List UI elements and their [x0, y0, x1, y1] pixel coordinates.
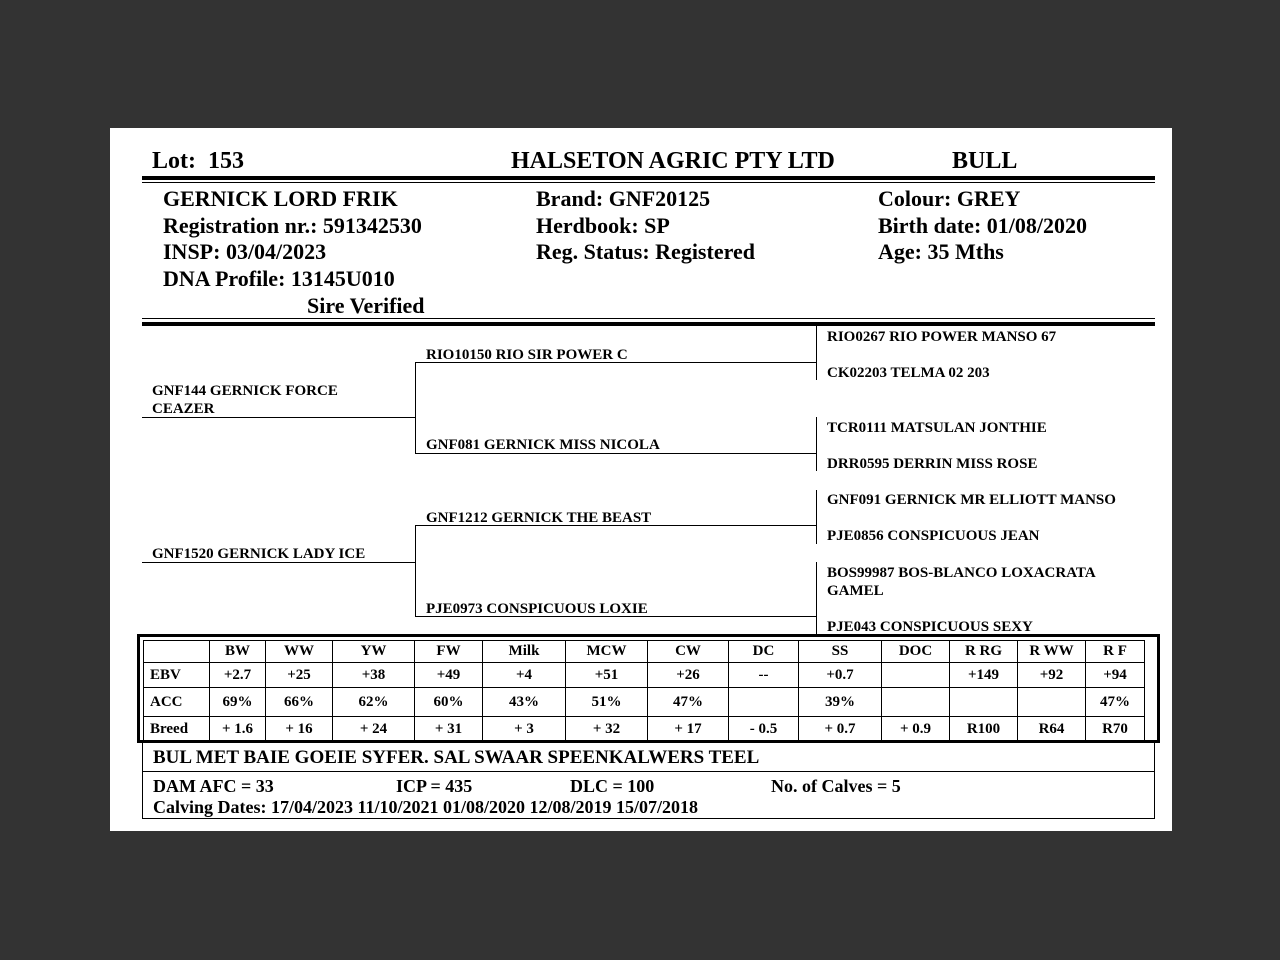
ebv-cell: +149: [950, 663, 1018, 688]
dna-profile: DNA Profile: 13145U010: [163, 266, 395, 291]
acc-cell: 62%: [333, 688, 415, 717]
dam-afc: DAM AFC = 33: [153, 776, 274, 796]
ebv-header-cell: Milk: [483, 641, 566, 663]
breed-cell: + 3: [483, 717, 566, 742]
breed-row: [144, 717, 1145, 742]
sire-sire-name: RIO10150 RIO SIR POWER C: [426, 347, 628, 363]
ebv-table-frame: [137, 634, 1160, 743]
inspection-date: INSP: 03/04/2023: [163, 239, 327, 264]
animal-name: GERNICK LORD FRIK: [163, 186, 398, 211]
dam-dam-name: PJE0973 CONSPICUOUS LOXIE: [426, 601, 648, 617]
acc-cell: [882, 688, 950, 717]
ebv-cell: +49: [415, 663, 483, 688]
birth-date: Birth date: 01/08/2020: [878, 213, 1087, 238]
ggp-name: TCR0111 MATSULAN JONTHIE: [827, 420, 1047, 436]
ebv-header-cell: [144, 641, 210, 663]
breed-cell: + 32: [566, 717, 648, 742]
ggp-bracket-2: [816, 417, 817, 471]
ggp-name: DRR0595 DERRIN MISS ROSE: [827, 456, 1038, 472]
ebv-cell: +38: [333, 663, 415, 688]
breed-cell: + 1.6: [210, 717, 266, 742]
ggp-bracket-4: [816, 562, 817, 634]
comment-text: BUL MET BAIE GOEIE SYFER. SAL SWAAR SPEENKALWERS TEEL: [153, 747, 760, 768]
ebv-header-cell: YW: [333, 641, 415, 663]
ebv-cell: --: [729, 663, 799, 688]
acc-row-label: ACC: [144, 688, 210, 717]
breed-cell: - 0.5: [729, 717, 799, 742]
lot-number: 153: [208, 148, 244, 174]
ebv-cell: +26: [648, 663, 729, 688]
acc-cell: 43%: [483, 688, 566, 717]
ebv-cell: +92: [1018, 663, 1086, 688]
ggp-bracket-3: [816, 490, 817, 544]
acc-cell: 69%: [210, 688, 266, 717]
acc-cell: [729, 688, 799, 717]
pedigree-divider: [142, 322, 1155, 326]
brand: Brand: GNF20125: [536, 186, 711, 211]
sire-name: GNF144 GERNICK FORCE CEAZER: [152, 383, 338, 417]
ggp-name: BOS99987 BOS-BLANCO LOXACRATA GAMEL: [827, 565, 1095, 599]
ggp-name: RIO0267 RIO POWER MANSO 67: [827, 329, 1057, 345]
acc-cell: [1018, 688, 1086, 717]
ebv-header-cell: FW: [415, 641, 483, 663]
registration-number: Registration nr.: 591342530: [163, 213, 422, 238]
dam-bracket: [415, 525, 416, 617]
lot-card: [110, 128, 1172, 831]
acc-cell: [950, 688, 1018, 717]
ggp-bracket-1: [816, 326, 817, 380]
ebv-cell: +94: [1086, 663, 1145, 688]
ebv-header-row: [144, 641, 1145, 663]
sex-label: BULL: [952, 148, 1018, 174]
ebv-cell: [882, 663, 950, 688]
pedigree-divider-thin: [142, 318, 1155, 319]
breed-cell: R70: [1086, 717, 1145, 742]
ebv-header-cell: WW: [266, 641, 333, 663]
header-divider-thin: [142, 182, 1155, 183]
ebv-row-label: EBV: [144, 663, 210, 688]
ebv-table: [143, 640, 1145, 742]
breed-cell: + 16: [266, 717, 333, 742]
ebv-cell: +51: [566, 663, 648, 688]
ebv-header-cell: R F: [1086, 641, 1145, 663]
lot-label: Lot: 153: [152, 148, 244, 174]
sire-verified: Sire Verified: [307, 293, 425, 318]
registration-status: Reg. Status: Registered: [536, 239, 755, 264]
breed-cell: R100: [950, 717, 1018, 742]
ebv-header-cell: CW: [648, 641, 729, 663]
breed-cell: + 17: [648, 717, 729, 742]
dam-sire-name: GNF1212 GERNICK THE BEAST: [426, 510, 652, 526]
acc-row: [144, 688, 1145, 717]
ebv-cell: +0.7: [799, 663, 882, 688]
ggp-name: GNF091 GERNICK MR ELLIOTT MANSO: [827, 492, 1116, 508]
ebv-header-cell: R RG: [950, 641, 1018, 663]
ebv-header-cell: DC: [729, 641, 799, 663]
icp: ICP = 435: [396, 776, 473, 796]
number-of-calves: No. of Calves = 5: [771, 776, 901, 796]
ggp-name: CK02203 TELMA 02 203: [827, 365, 990, 381]
ebv-row: [144, 663, 1145, 688]
breed-cell: R64: [1018, 717, 1086, 742]
sire-bracket: [415, 362, 416, 454]
colour: Colour: GREY: [878, 186, 1021, 211]
ebv-cell: +4: [483, 663, 566, 688]
herdbook: Herdbook: SP: [536, 213, 670, 238]
breed-cell: + 31: [415, 717, 483, 742]
ebv-header-cell: BW: [210, 641, 266, 663]
header-divider: [142, 176, 1155, 180]
ggp-name: PJE0856 CONSPICUOUS JEAN: [827, 528, 1040, 544]
breed-cell: + 24: [333, 717, 415, 742]
ebv-header-cell: R WW: [1018, 641, 1086, 663]
dam-info-box: [142, 771, 1155, 819]
ebv-cell: +2.7: [210, 663, 266, 688]
breed-cell: + 0.7: [799, 717, 882, 742]
dlc: DLC = 100: [570, 776, 655, 796]
calving-dates: Calving Dates: 17/04/2023 11/10/2021 01/08/2020 12/08/2019 15/07/2018: [153, 797, 699, 817]
ebv-header-cell: MCW: [566, 641, 648, 663]
acc-cell: 47%: [648, 688, 729, 717]
acc-cell: 51%: [566, 688, 648, 717]
comment-box: [142, 742, 1155, 772]
seller-name: HALSETON AGRIC PTY LTD: [511, 148, 835, 174]
breed-row-label: Breed: [144, 717, 210, 742]
ebv-header-cell: SS: [799, 641, 882, 663]
sire-dam-name: GNF081 GERNICK MISS NICOLA: [426, 437, 660, 453]
ebv-header-cell: DOC: [882, 641, 950, 663]
ebv-cell: +25: [266, 663, 333, 688]
acc-cell: 66%: [266, 688, 333, 717]
age: Age: 35 Mths: [878, 239, 1004, 264]
acc-cell: 47%: [1086, 688, 1145, 717]
ggp-name: PJE043 CONSPICUOUS SEXY: [827, 619, 1033, 635]
breed-cell: + 0.9: [882, 717, 950, 742]
acc-cell: 60%: [415, 688, 483, 717]
dam-name: GNF1520 GERNICK LADY ICE: [152, 546, 366, 562]
acc-cell: 39%: [799, 688, 882, 717]
